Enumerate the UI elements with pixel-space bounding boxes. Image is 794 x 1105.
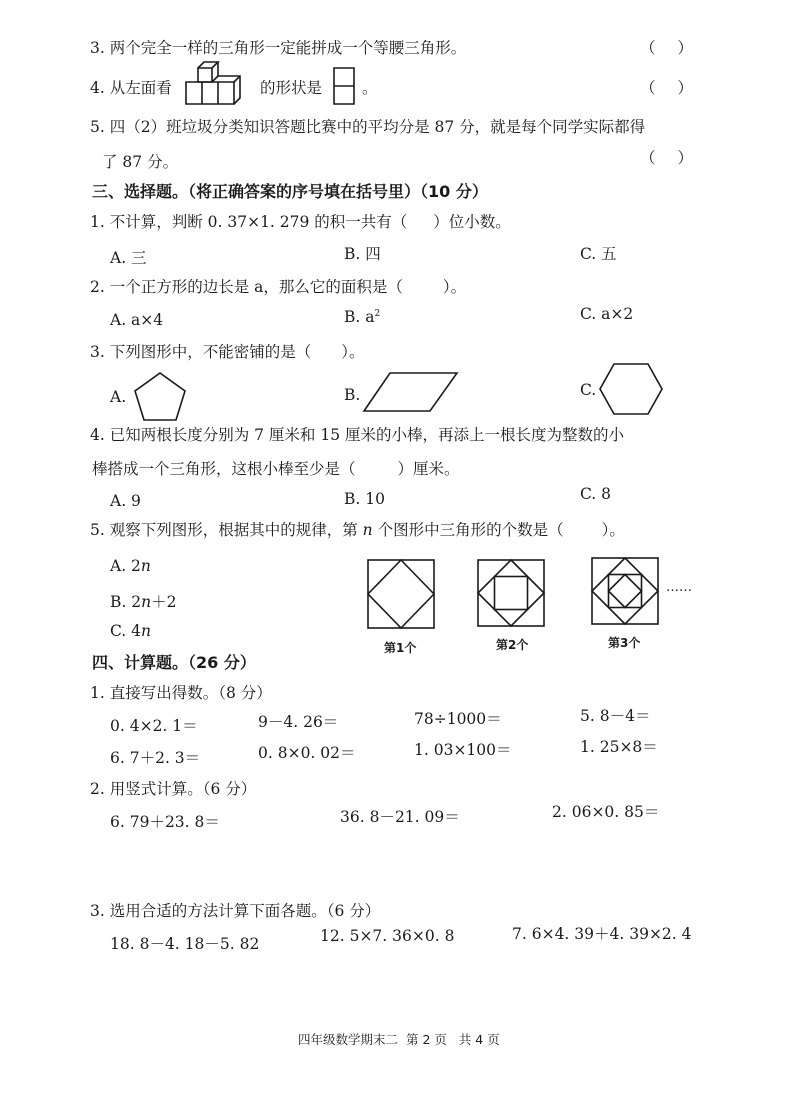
pattern-figure-1-label: 第1个 bbox=[384, 641, 417, 655]
simplify-calc-item[interactable]: 12. 5×7. 36×0. 8 bbox=[320, 927, 455, 945]
mc-q4-option-c[interactable]: C. 8 bbox=[580, 485, 612, 503]
mc-q4-option-a[interactable]: A. 9 bbox=[110, 492, 141, 510]
mc-q3-option-b[interactable]: B. bbox=[344, 386, 361, 404]
mc-q4-option-b[interactable]: B. 10 bbox=[344, 490, 385, 508]
mental-calc-item[interactable]: 0. 8×0. 02＝ bbox=[258, 744, 356, 762]
judge-q4-paren[interactable]: （ ） bbox=[640, 79, 694, 97]
vertical-calc-item[interactable]: 6. 79＋23. 8＝ bbox=[110, 813, 220, 831]
mental-calc-item[interactable]: 6. 7＋2. 3＝ bbox=[110, 749, 201, 767]
hexagon-shape bbox=[598, 362, 664, 416]
pattern-figure-2 bbox=[476, 558, 546, 628]
judge-q4-prefix: 4. 从左面看 bbox=[90, 79, 172, 97]
pattern-figure-3 bbox=[590, 556, 660, 626]
mc-q5-option-c[interactable]: C. 4n bbox=[110, 622, 152, 640]
mc-q1: 1. 不计算，判断 0. 37×1. 279 的积一共有（ ）位小数。 bbox=[90, 213, 511, 231]
mc-q1-option-a[interactable]: A. 三 bbox=[110, 249, 147, 267]
mc-q2: 2. 一个正方形的边长是 a，那么它的面积是（ ）。 bbox=[90, 278, 467, 296]
mc-q2-option-b[interactable]: B. $a^2$ bbox=[344, 308, 381, 326]
mental-calc-item[interactable]: 78÷1000＝ bbox=[414, 710, 502, 728]
judge-q3-paren[interactable]: （ ） bbox=[640, 39, 694, 57]
simplify-calc-item[interactable]: 7. 6×4. 39＋4. 39×2. 4 bbox=[512, 925, 692, 943]
mental-calc-item[interactable]: 1. 03×100＝ bbox=[414, 741, 512, 759]
mc-q4-line1: 4. 已知两根长度分别为 7 厘米和 15 厘米的小棒，再添上一根长度为整数的小 bbox=[90, 426, 625, 444]
mc-q5-option-a[interactable]: A. 2n bbox=[110, 557, 151, 575]
judge-q3: 3. 两个完全一样的三角形一定能拼成一个等腰三角形。 bbox=[90, 39, 467, 57]
judge-q5-line1: 5. 四（2）班垃圾分类知识答题比赛中的平均分是 87 分，就是每个同学实际都得 bbox=[90, 118, 646, 136]
parallelogram-shape bbox=[362, 370, 460, 414]
mc-q2-option-a[interactable]: A. a×4 bbox=[110, 311, 164, 329]
simplify-calc-item[interactable]: 18. 8－4. 18－5. 82 bbox=[110, 935, 260, 953]
pattern-figure-1 bbox=[366, 558, 436, 630]
mental-calc-item[interactable]: 0. 4×2. 1＝ bbox=[110, 717, 198, 735]
mc-q2-option-c[interactable]: C. a×2 bbox=[580, 305, 634, 323]
mc-q1-option-b[interactable]: B. 四 bbox=[344, 245, 381, 263]
mc-q3-option-a[interactable]: A. bbox=[110, 388, 127, 406]
vertical-calc-item[interactable]: 2. 06×0. 85＝ bbox=[552, 803, 660, 821]
judge-q5-paren[interactable]: （ ） bbox=[640, 149, 694, 167]
mental-calc-item[interactable]: 9－4. 26＝ bbox=[258, 713, 339, 731]
pentagon-shape bbox=[132, 370, 188, 424]
pattern-figure-2-label: 第2个 bbox=[496, 638, 529, 652]
mc-q3-option-c[interactable]: C. bbox=[580, 381, 597, 399]
mental-calc-item[interactable]: 5. 8－4＝ bbox=[580, 707, 651, 725]
judge-q4-mid: 的形状是 bbox=[260, 79, 323, 97]
mc-q4-line2: 棒搭成一个三角形，这根小棒至少是（ ）厘米。 bbox=[92, 460, 460, 478]
pattern-continuation: …… bbox=[666, 580, 692, 595]
calc-q3-title: 3. 选用合适的方法计算下面各题。（6 分） bbox=[90, 902, 381, 920]
mental-calc-item[interactable]: 1. 25×8＝ bbox=[580, 738, 658, 756]
calc-q1-title: 1. 直接写出得数。（8 分） bbox=[90, 684, 272, 702]
section4-title: 四、计算题。（26 分） bbox=[92, 653, 256, 672]
mc-q5-option-b[interactable]: B. 2n＋2 bbox=[110, 593, 177, 611]
section3-title: 三、选择题。（将正确答案的序号填在括号里）（10 分） bbox=[92, 182, 488, 201]
cube-stack-figure bbox=[184, 60, 254, 110]
judge-q5-line2: 了 87 分。 bbox=[102, 153, 179, 171]
side-view-figure bbox=[332, 66, 358, 106]
mc-q5: 5. 观察下列图形，根据其中的规律，第 n 个图形中三角形的个数是（ ）。 bbox=[90, 521, 625, 539]
vertical-calc-item[interactable]: 36. 8－21. 09＝ bbox=[340, 808, 460, 826]
pattern-figure-3-label: 第3个 bbox=[608, 636, 641, 650]
judge-q4-end: 。 bbox=[362, 79, 378, 97]
page-footer: 四年级数学期末二 第 2 页 共 4 页 bbox=[298, 1032, 500, 1047]
mc-q3: 3. 下列图形中，不能密铺的是（ ）。 bbox=[90, 343, 365, 361]
calc-q2-title: 2. 用竖式计算。（6 分） bbox=[90, 780, 257, 798]
mc-q1-option-c[interactable]: C. 五 bbox=[580, 245, 617, 263]
